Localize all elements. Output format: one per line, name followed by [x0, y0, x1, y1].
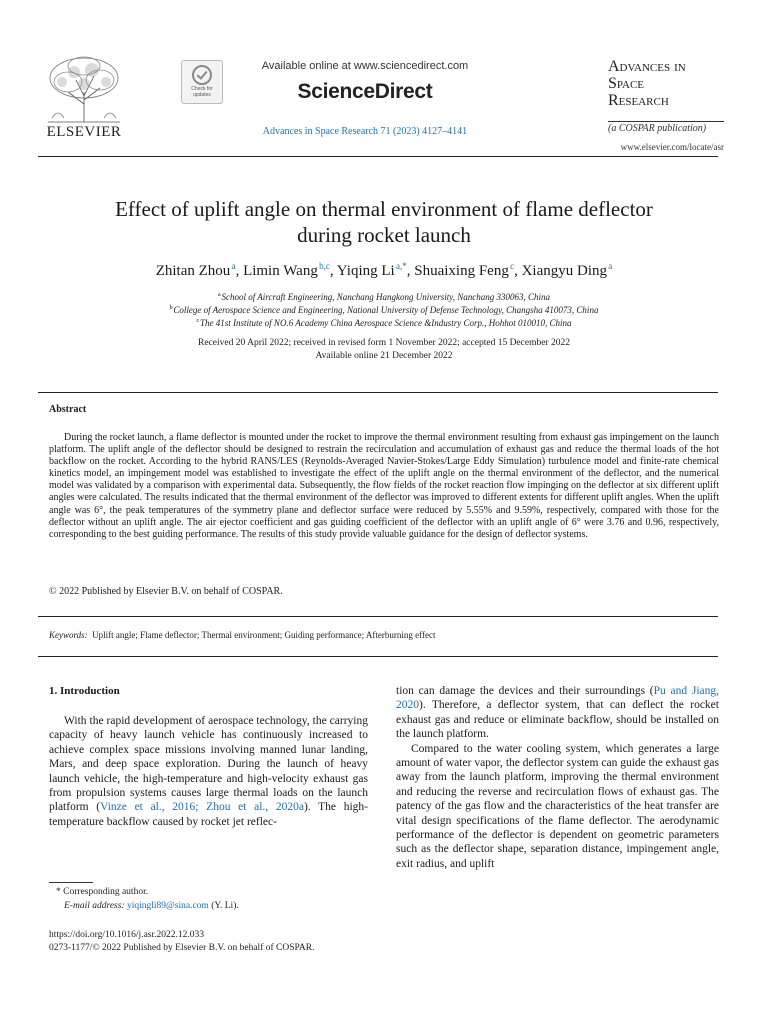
- available-online-text: Available online at www.sciencedirect.com: [261, 60, 469, 72]
- paper-title: [40, 196, 728, 248]
- intro-left-column: [49, 714, 368, 829]
- author-affiliation-mark[interactable]: a: [231, 261, 236, 271]
- journal-name-line1: Advances in: [608, 58, 686, 75]
- affiliation-text: School of Aircraft Engineering, Nanchang Hangkong University, Nanchang 330063, China: [221, 292, 550, 302]
- affiliation-mark: c: [196, 318, 200, 324]
- check-for-updates-badge[interactable]: [181, 60, 223, 104]
- author-affiliation-mark[interactable]: a: [608, 261, 613, 271]
- email-suffix: (Y. Li).: [211, 901, 239, 911]
- title-line-1: Effect of uplift angle on thermal environment of flame deflector: [115, 197, 653, 221]
- author-affiliation-mark[interactable]: c: [510, 261, 515, 271]
- corresponding-author-note: * Corresponding author.: [56, 887, 149, 897]
- email-footnote: [64, 901, 239, 911]
- email-link[interactable]: yiqingli89@sina.com: [126, 901, 209, 911]
- abstract-heading: Abstract: [49, 404, 87, 415]
- author-name[interactable]: Shuaixing Feng: [414, 263, 509, 279]
- affiliation-c: [40, 318, 728, 328]
- check-updates-label: Check for updates: [191, 86, 213, 98]
- publisher-name: ELSEVIER: [46, 124, 122, 140]
- journal-name-line3: Research: [608, 92, 669, 109]
- author-name[interactable]: Yiqing Li: [336, 263, 395, 279]
- author-affiliation-mark[interactable]: b,c: [319, 261, 330, 271]
- affiliation-a: [40, 292, 728, 302]
- keywords-label: Keywords:: [49, 630, 88, 640]
- author-name[interactable]: Zhitan Zhou: [155, 263, 231, 279]
- journal-citation-link[interactable]: Advances in Space Research 71 (2023) 4127–4141: [262, 126, 468, 137]
- email-label: E-mail address:: [64, 901, 125, 911]
- section-heading-introduction: 1. Introduction: [49, 685, 120, 697]
- received-dates: Received 20 April 2022; received in revised form 1 November 2022; accepted 15 December 2022: [198, 338, 570, 348]
- intro-paragraph-end: ). The high-temperature backflow caused by rocket jet reflec-: [49, 801, 368, 828]
- intro-paragraph: [396, 684, 719, 742]
- affiliation-text: The 41st Institute of NO.6 Academy China Aerospace Science &Industry Corp., Hohhot 010010, China: [199, 318, 572, 328]
- keywords-bottom-rule: [38, 656, 718, 657]
- citation-link[interactable]: Pu and Jiang, 2020: [396, 685, 720, 712]
- keywords: [49, 630, 435, 640]
- footnote-rule: [49, 882, 93, 883]
- journal-subtitle: (a COSPAR publication): [608, 121, 724, 134]
- intro-right-column: [396, 684, 719, 871]
- journal-brand: [608, 58, 726, 109]
- available-online-date: Available online 21 December 2022: [315, 351, 453, 361]
- author-list: Zhitan Zhou $^a$, Limin Wang $^{b,c}$, Yiqing Li $^{a,*}$, Shuaixing Feng $^c$, Xiangyu Ding $^a$: [155, 261, 613, 279]
- issn-copyright-line: 0273-1177/© 2022 Published by Elsevier B.V. on behalf of COSPAR.: [49, 943, 315, 953]
- citation-link[interactable]: Vinze et al., 2016; Zhou et al., 2020a: [100, 801, 304, 814]
- author-name[interactable]: Limin Wang: [243, 263, 318, 279]
- paragraph-text: ). Therefore, a deflector system, that can deflect the rocket exhaust gas and reduce or eliminate backflow, should be installed on the launch platform.: [396, 699, 719, 741]
- journal-url[interactable]: www.elsevier.com/locate/asr: [620, 142, 724, 152]
- affiliation-mark: b: [169, 305, 173, 311]
- journal-name-line2: Space: [608, 75, 645, 92]
- paragraph-text: tion can damage the devices and their surroundings (: [396, 685, 654, 697]
- intro-paragraph: Compared to the water cooling system, which generates a large amount of water vapor, the deflector system can guide the exhaust gas away from the launch platform, improving the thermal environment and reducing the reverse and recirculation flows of exhaust gas. The patency of the gas flow and the characteristics of the heat transfer are vital design specifications of the flame deflector. The aerodynamic performance of the deflector is dependent on geometric parameters such as the deflector shape, separation distance, impingement angle, exit radius, and uplift: [396, 742, 719, 870]
- abstract-copyright: © 2022 Published by Elsevier B.V. on behalf of COSPAR.: [49, 586, 283, 597]
- author-affiliation-mark[interactable]: a,*: [395, 261, 407, 271]
- affiliation-text: College of Aerospace Science and Engineering, National University of Defense Technology, Changsha 410073, China: [173, 305, 599, 315]
- abstract-body: During the rocket launch, a flame deflector is mounted under the rocket to improve the thermal environment resulting from exhaust gas impingement on the launch platform. The uplift angle of the deflector should be designed to restrain the recirculation and accumulation of exhaust gas and reduce the thermal loads of the hot backflow on the rocket. According to the hybrid RANS/LES (Reynolds-Averaged Navier-Stokes/Large Eddy Simulation) turbulence model and finite-rate chemical kinetics model, an impingement model was established to investigate the effect of the uplift angle on the thermal environment of the deflector, and the numerical model was validated by a comparison with experimental data. Subsequently, the flow fields of the rocket reaction flow impinging on the deflector at six different uplift angles were calculated. The results indicated that the thermal environment of the deflector was improved to different extents for different uplift angles. When the uplift angle was 6°, the peak temperatures of the symmetry plane and deflector surface were reduced by 5.55% and 9.59%, respectively, compared with those for the deflector without an uplift angle. The air ejector coefficient and gas guiding coefficient of the deflector with an uplift angle of 6° were 3.76 and 0.96, respectively, corresponding to the best guiding performance. The results of this study provide valuable guidance for the design of deflector systems.: [49, 432, 719, 540]
- affiliation-mark: a: [218, 292, 221, 298]
- affiliation-b: [40, 305, 728, 315]
- title-line-2: during rocket launch: [297, 223, 471, 247]
- sciencedirect-logo[interactable]: ScienceDirect: [297, 80, 433, 103]
- doi-link[interactable]: https://doi.org/10.1016/j.asr.2022.12.033: [49, 930, 204, 940]
- check-updates-icon: [192, 65, 212, 85]
- abstract-top-rule: [38, 392, 718, 393]
- intro-paragraph: With the rapid development of aerospace technology, the carrying capacity of heavy launch vehicle has continuously increased to achieve complex space missions involving manned lunar landing, Mars, and deep space exploration. During the launch of heavy launch vehicle, the high-temperature and high-velocity exhaust gas from propulsion systems causes large thermal loads on the launch platform (: [49, 715, 368, 814]
- keywords-text: Uplift angle; Flame deflector; Thermal environment; Guiding performance; Afterburning effect: [92, 630, 436, 640]
- keywords-top-rule: [38, 616, 718, 617]
- header-divider: [38, 156, 718, 157]
- author-name[interactable]: Xiangyu Ding: [521, 263, 608, 279]
